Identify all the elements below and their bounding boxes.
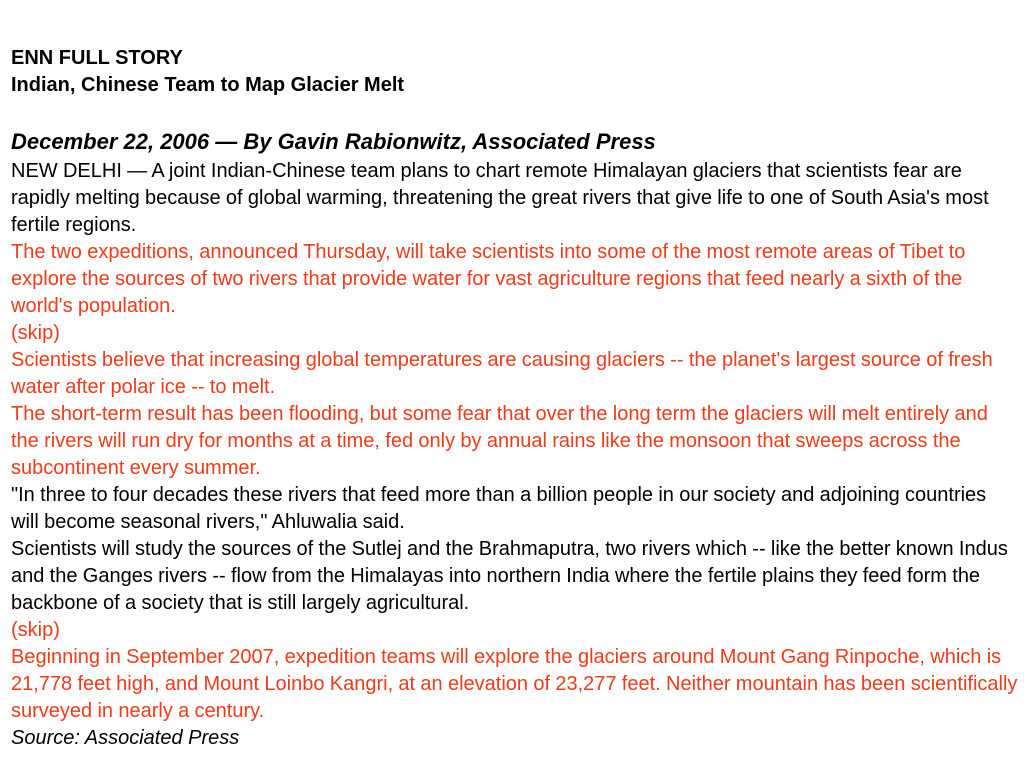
paragraph-1: NEW DELHI — A joint Indian-Chinese team plans to chart remote Himalayan glaciers that scientists fear are rapidly melting because of global warming, threatening the great rivers that give life to one of South Asia's most fertile regions. [11,160,989,236]
byline: December 22, 2006 — By Gavin Rabionwitz, Associated Press [11,129,656,154]
skip-marker-1: (skip) [11,322,60,344]
paragraph-4: The short-term result has been flooding, but some fear that over the long term the glaciers will melt entirely and the rivers will run dry for months at a time, fed only by annual rains like the monsoon that sweeps across the subcontinent every summer. [11,403,988,479]
story-kicker: ENN FULL STORY [11,47,183,69]
headline: Indian, Chinese Team to Map Glacier Melt [11,74,405,96]
paragraph-5-quote: "In three to four decades these rivers that feed more than a billion people in our society and adjoining countries will become seasonal rivers," Ahluwalia said. [11,484,987,533]
paragraph-3: Scientists believe that increasing global temperatures are causing glaciers -- the planet's largest source of fresh water after polar ice -- to melt. [11,349,993,398]
paragraph-6: Scientists will study the sources of the Sutlej and the Brahmaputra, two rivers which -- like the better known Indus and the Ganges rivers -- flow from the Himalayas into northern India where the fertile plains they feed form the backbone of a society that is still largely agricultural. [11,538,1008,614]
source-credit: Source: Associated Press [11,727,240,749]
article [11,45,1019,752]
header-spacer [11,99,1019,126]
skip-marker-2: (skip) [11,619,60,641]
paragraph-2: The two expeditions, announced Thursday, will take scientists into some of the most remote areas of Tibet to explore the sources of two rivers that provide water for vast agriculture regions that feed nearly a sixth of the world's population. [11,241,966,317]
paragraph-7: Beginning in September 2007, expedition teams will explore the glaciers around Mount Gang Rinpoche, which is 21,778 feet high, and Mount Loinbo Kangri, at an elevation of 23,277 feet. Neither mountain has been scientifically surveyed in nearly a century. [11,646,1018,722]
